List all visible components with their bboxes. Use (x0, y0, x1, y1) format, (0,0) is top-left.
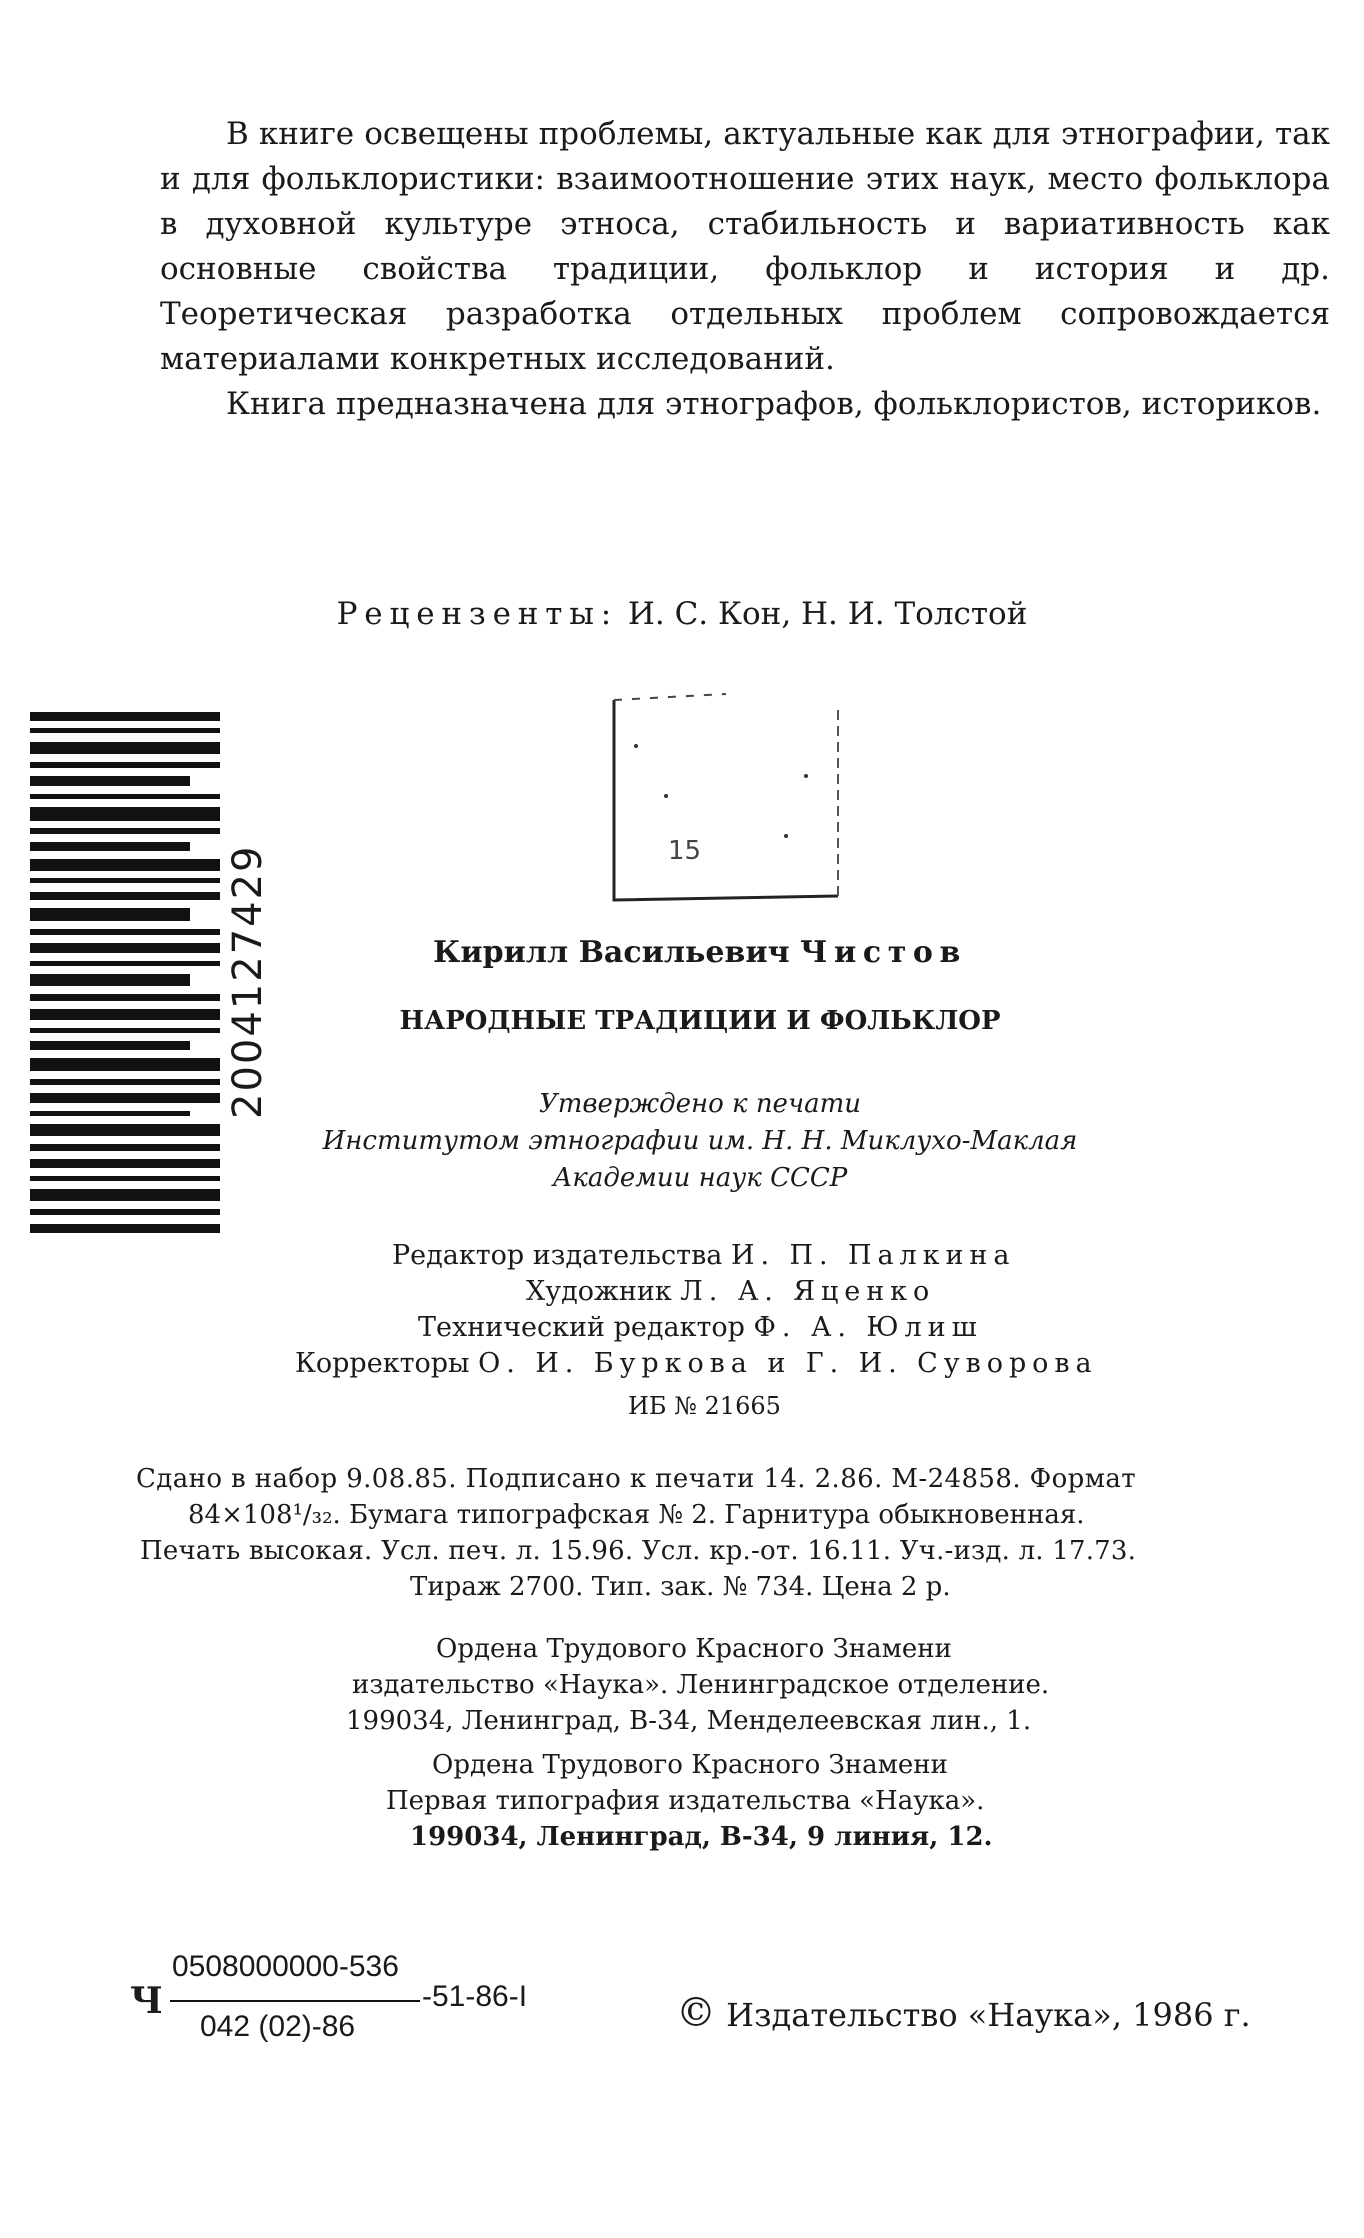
stamp-text: 15 (668, 836, 702, 866)
correctors-label: Корректоры (295, 1348, 470, 1379)
credit-artist (526, 1274, 935, 1310)
approval-line-2: Институтом этнографии им. Н. Н. Миклухо-Маклая (322, 1126, 1078, 1156)
reviewers-line (0, 596, 1364, 632)
ib-number: ИБ № 21665 (628, 1392, 781, 1420)
imprint-line-3: Печать высокая. Усл. печ. л. 15.96. Усл. кр.-от. 16.11. Уч.-изд. л. 17.73. (140, 1536, 1137, 1566)
catalog-fraction-line (170, 2000, 420, 2002)
author-first-middle: Кирилл Васильевич (433, 935, 790, 970)
artist-name: Л. А. Яценко (680, 1276, 936, 1307)
editor-name: И. П. Палкина (730, 1240, 1016, 1271)
imprint-line-2: 84×108¹/₃₂. Бумага типографская № 2. Гарнитура обыкновенная. (188, 1500, 1085, 1530)
approval-line-1: Утверждено к печати (538, 1089, 862, 1119)
credit-tech-editor (418, 1310, 983, 1346)
book-title: НАРОДНЫЕ ТРАДИЦИИ И ФОЛЬКЛОР (399, 1006, 1001, 1036)
barcode-bars (30, 712, 220, 1252)
catalog-index (124, 1946, 564, 2066)
publisher-line-1: Ордена Трудового Красного Знамени (436, 1634, 952, 1664)
imprint-line-4: Тираж 2700. Тип. зак. № 734. Цена 2 р. (410, 1572, 951, 1602)
annotation-paragraph-1: В книге освещены проблемы, актуальные как для этнографии, так и для фольклористики: взаимоотношение этих наук, место фольклора в духовной культуре этноса, стабильность и вариативность как основные свойства традиции, фольклор и история и др. Теоретическая разработка отдельных проблем сопровождается материалами конкретных исследований. (160, 116, 1330, 377)
reviewers-names: И. С. Кон, Н. И. Толстой (627, 596, 1028, 632)
correctors-names: О. И. Буркова и Г. И. Суворова (478, 1348, 1098, 1379)
printer-line-1: Ордена Трудового Красного Знамени (432, 1750, 948, 1780)
imprint-line-1: Сдано в набор 9.08.85. Подписано к печати 14. 2.86. М-24858. Формат (136, 1464, 1137, 1494)
credit-editor (392, 1238, 1015, 1274)
catalog-suffix: -51-86-I (422, 1980, 528, 2013)
author-name (320, 935, 1080, 970)
approval-line-3: Академии наук СССР (552, 1163, 848, 1193)
catalog-letter: Ч (130, 1980, 163, 2022)
barcode-number: 2004127429 (225, 844, 271, 1120)
artist-label: Художник (526, 1276, 672, 1307)
credit-correctors (295, 1346, 1098, 1382)
tech-editor-label: Технический редактор (418, 1312, 745, 1343)
editor-label: Редактор издательства (392, 1240, 723, 1271)
tech-editor-name: Ф. А. Юлиш (753, 1312, 983, 1343)
catalog-denominator: 042 (02)-86 (200, 2010, 356, 2043)
catalog-numerator: 0508000000-536 (172, 1950, 399, 1983)
copyright-line (676, 1990, 1251, 2036)
publisher-line-2: издательство «Наука». Ленинградское отделение. (352, 1670, 1050, 1700)
printer-line-2: Первая типография издательства «Наука». (386, 1786, 985, 1816)
stamp-frame (606, 686, 846, 914)
printer-line-3: 199034, Ленинград, В-34, 9 линия, 12. (410, 1822, 993, 1852)
approval-block (200, 1086, 1200, 1197)
copyright-symbol: © (676, 1990, 716, 2036)
reviewers-label: Рецензенты: (336, 596, 618, 632)
annotation-paragraph-2: Книга предназначена для этнографов, фольклористов, историков. (226, 386, 1322, 422)
publisher-line-3: 199034, Ленинград, В-34, Менделеевская лин., 1. (346, 1706, 1032, 1736)
copyright-text: Издательство «Наука», 1986 г. (726, 1996, 1251, 2034)
author-last-name: Чистов (799, 935, 967, 970)
library-stamp (606, 686, 846, 914)
annotation (160, 112, 1330, 427)
